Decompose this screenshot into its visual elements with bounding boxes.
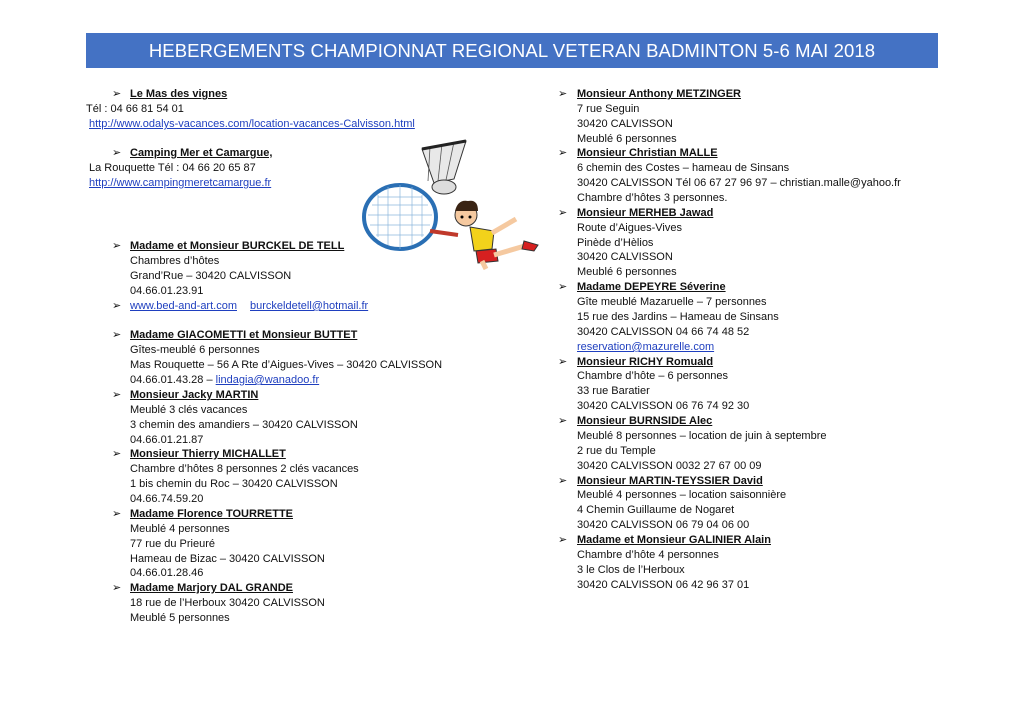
camping-tel: La Rouquette Tél : 04 66 20 65 87 [89,162,256,174]
left-entry-line: 04.66.01.23.91 [130,285,204,297]
right-entry-line: 30420 CALVISSON Tél 06 67 27 96 97 – christian.malle@yahoo.fr [577,177,901,189]
right-entry-line: 15 rue des Jardins – Hameau de Sinsans [577,311,779,323]
badminton-player-illustration [358,135,548,270]
mas-tel: Tél : 04 66 81 54 01 [86,103,184,115]
depeyre-email-link[interactable]: reservation@mazurelle.com [577,341,715,353]
right-entry-line: Route d’Aigues-Vives [577,222,682,234]
giacometti-email-link[interactable]: lindagia@wanadoo.fr [215,374,320,386]
left-entry-name: Monsieur Thierry MICHALLET [130,448,286,460]
right-entry-line: 30420 CALVISSON 06 79 04 06 00 [577,519,750,531]
left-entry-line [130,373,319,388]
right-entry-line: Chambre d’hôte 4 personnes [577,549,719,561]
right-entry-line: 33 rue Baratier [577,385,650,397]
left-entry-name: Madame Florence TOURRETTE [130,508,293,520]
right-entry-name: Monsieur MARTIN-TEYSSIER David [577,475,763,487]
right-entry-line: 3 le Clos de l’Herboux [577,564,685,576]
right-entry-line: 4 Chemin Guillaume de Nogaret [577,504,735,516]
right-entry-line: 30420 CALVISSON [577,118,673,130]
player-figure [455,201,538,269]
right-entry-line: Chambre d’hôtes 3 personnes. [577,192,728,204]
burckel-email-link[interactable]: burckeldetell@hotmail.fr [250,300,369,312]
right-entry-line: 6 chemin des Costes – hameau de Sinsans [577,162,790,174]
right-entry-name: Monsieur Christian MALLE [577,147,718,159]
bullet-arrow-icon: ➢ [112,240,122,252]
left-entry-name: Madame et Monsieur BURCKEL DE TELL [130,240,345,252]
left-entry-name: Madame Marjory DAL GRANDE [130,582,293,594]
bullet-arrow-icon: ➢ [112,389,122,401]
right-entry-line: 30420 CALVISSON 06 76 74 92 30 [577,400,750,412]
bullet-arrow-icon: ➢ [558,415,568,427]
giacometti-phone: 04.66.01.43.28 – [130,374,213,386]
left-entry-line: 77 rue du Prieuré [130,538,215,550]
left-entry-line: 04.66.01.28.46 [130,567,204,579]
right-entry-line: 30420 CALVISSON 0032 27 67 00 09 [577,460,762,472]
right-entry-name: Monsieur Anthony METZINGER [577,88,741,100]
bullet-arrow-icon: ➢ [112,448,122,460]
camping-name: Camping Mer et Camargue, [130,147,273,159]
right-entry-line: Gîte meublé Mazaruelle – 7 personnes [577,296,767,308]
bullet-arrow-icon: ➢ [558,475,568,487]
right-entry-line: 30420 CALVISSON 04 66 74 48 52 [577,326,750,338]
bullet-arrow-icon: ➢ [112,329,122,341]
left-entry-line: Meublé 4 personnes [130,523,230,535]
title-banner: HEBERGEMENTS CHAMPIONNAT REGIONAL VETERAN BADMINTON 5-6 MAI 2018 [86,33,938,68]
right-entry-line: Meublé 4 personnes – location saisonnière [577,489,787,501]
left-entry-line: Meublé 5 personnes [130,612,230,624]
left-entry-line: Hameau de Bizac – 30420 CALVISSON [130,553,325,565]
shuttlecock-icon [422,141,466,194]
bullet-arrow-icon: ➢ [112,508,122,520]
left-entry-name: Madame GIACOMETTI et Monsieur BUTTET [130,329,358,341]
right-entry-line: Meublé 8 personnes – location de juin à septembre [577,430,827,442]
right-entry-name: Madame DEPEYRE Séverine [577,281,726,293]
bullet-arrow-icon: ➢ [112,582,122,594]
bullet-arrow-icon: ➢ [558,534,568,546]
right-entry-name: Monsieur BURNSIDE Alec [577,415,713,427]
left-entry-line: 04.66.74.59.20 [130,493,204,505]
racket-icon [364,185,458,249]
bullet-arrow-icon: ➢ [558,147,568,159]
bullet-arrow-icon: ➢ [112,147,122,159]
left-entry-line: Grand’Rue – 30420 CALVISSON [130,270,292,282]
left-entry-line: Mas Rouquette – 56 A Rte d’Aigues-Vives – 30420 CALVISSON [130,359,443,371]
left-entry-line: 1 bis chemin du Roc – 30420 CALVISSON [130,478,338,490]
mas-name: Le Mas des vignes [130,88,228,100]
right-entry-line: 7 rue Seguin [577,103,640,115]
left-entry-line: 18 rue de l’Herboux 30420 CALVISSON [130,597,325,609]
bullet-arrow-icon: ➢ [112,300,122,312]
bullet-arrow-icon: ➢ [558,356,568,368]
bullet-arrow-icon: ➢ [112,88,122,100]
right-entry-line: 30420 CALVISSON [577,251,673,263]
left-entry-line: Chambre d’hôtes 8 personnes 2 clés vacances [130,463,359,475]
left-entry-line: Chambres d’hôtes [130,255,220,267]
bullet-arrow-icon: ➢ [558,281,568,293]
left-entry-line: Meublé 3 clés vacances [130,404,248,416]
right-entry-line: 2 rue du Temple [577,445,656,457]
bullet-arrow-icon: ➢ [558,88,568,100]
left-entry-line: 3 chemin des amandiers – 30420 CALVISSON [130,419,358,431]
right-entry-line: Meublé 6 personnes [577,266,677,278]
left-entry-line: Gîtes-meublé 6 personnes [130,344,260,356]
right-entry-name: Monsieur RICHY Romuald [577,356,714,368]
bullet-arrow-icon: ➢ [558,207,568,219]
camping-url-link[interactable]: http://www.campingmeretcamargue.fr [89,177,272,189]
right-entry-name: Madame et Monsieur GALINIER Alain [577,534,771,546]
right-entry-line: Chambre d’hôte – 6 personnes [577,370,729,382]
right-entry-line: Pinède d’Hèlios [577,237,654,249]
right-entry-name: Monsieur MERHEB Jawad [577,207,714,219]
bed-and-art-link[interactable]: www.bed-and-art.com [130,300,237,312]
left-entry-line: 04.66.01.21.87 [130,434,204,446]
mas-url-link[interactable]: http://www.odalys-vacances.com/location-vacances-Calvisson.html [89,118,415,130]
right-entry-line: Meublé 6 personnes [577,133,677,145]
right-entry-line: 30420 CALVISSON 06 42 96 37 01 [577,579,750,591]
left-entry-name: Monsieur Jacky MARTIN [130,389,259,401]
